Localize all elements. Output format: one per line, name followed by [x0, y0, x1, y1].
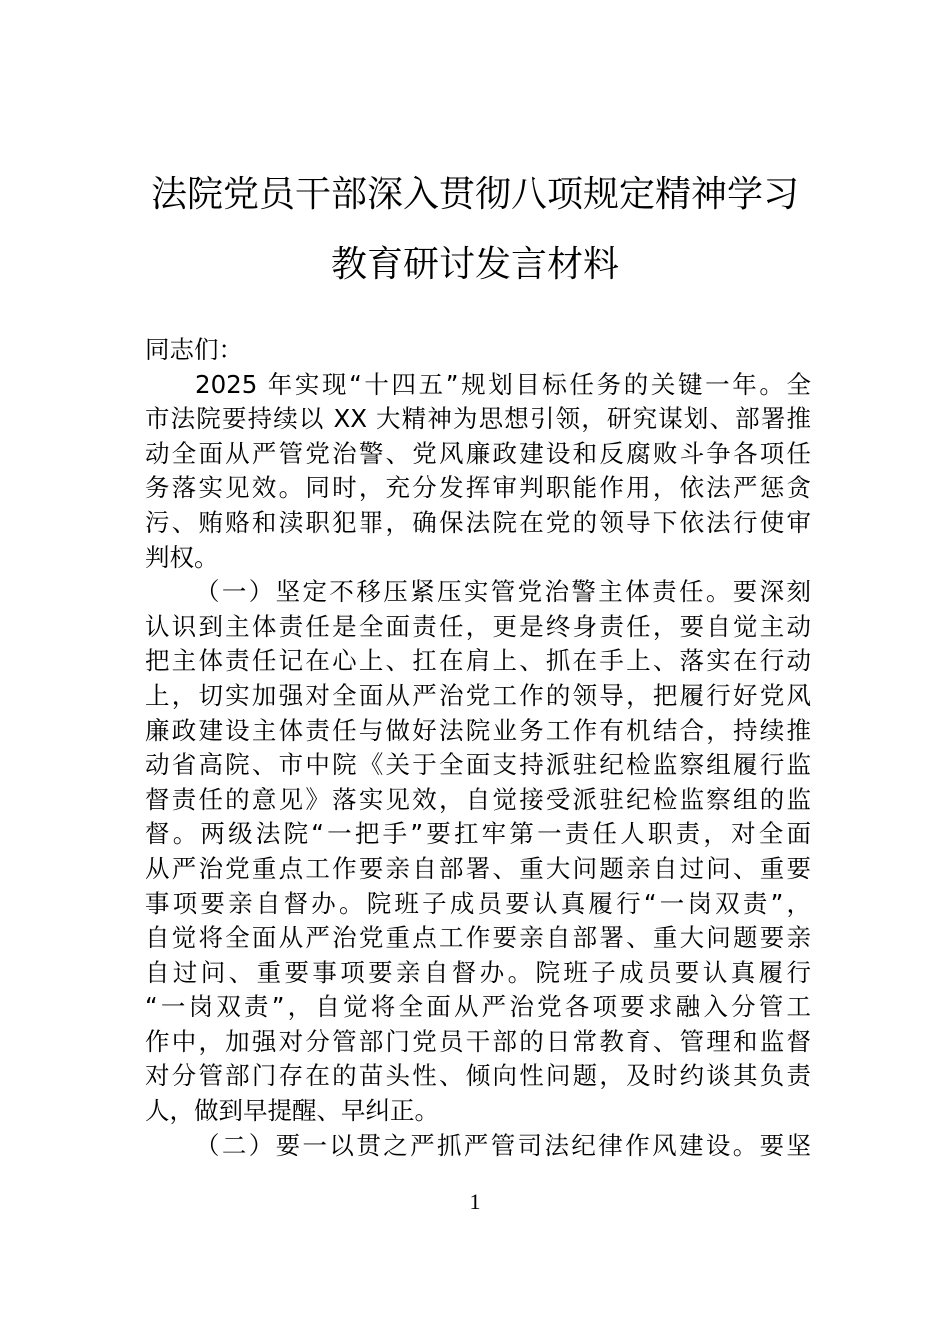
paragraph-line: 动全面从严管党治警、党风廉政建设和反腐败斗争各项任 — [145, 438, 811, 468]
paragraph-line: （二）要一以贯之严抓严管司法纪律作风建设。要坚 — [195, 1130, 811, 1160]
paragraph-line: 污、贿赂和渎职犯罪，确保法院在党的领导下依法行使审 — [145, 507, 811, 537]
document-title-line-1: 法院党员干部深入贯彻八项规定精神学习 — [150, 174, 799, 215]
paragraph-line: 2025 年实现“十四五”规划目标任务的关键一年。全 — [195, 369, 811, 399]
paragraph-line: 上，切实加强对全面从严治党工作的领导，把履行好党风 — [145, 680, 811, 710]
document-body — [145, 333, 811, 1163]
paragraph-line: 从严治党重点工作要亲自部署、重大问题亲自过问、重要 — [145, 853, 811, 883]
page-number: 1 — [469, 1189, 481, 1214]
paragraph-line: 督。两级法院“一把手”要扛牢第一责任人职责，对全面 — [145, 819, 811, 849]
paragraph-line: 自觉将全面从严治党重点工作要亲自部署、重大问题要亲 — [145, 923, 811, 953]
paragraph-line: 人，做到早提醒、早纠正。 — [145, 1096, 439, 1126]
paragraph-line: 动省高院、市中院《关于全面支持派驻纪检监察组履行监 — [145, 750, 811, 780]
paragraph-line: 把主体责任记在心上、扛在肩上、抓在手上、落实在行动 — [145, 646, 811, 676]
document-title-line-2: 教育研讨发言材料 — [330, 244, 619, 285]
salutation: 同志们： — [145, 335, 243, 364]
paragraph-line: 自过问、重要事项要亲自督办。院班子成员要认真履行 — [145, 957, 811, 987]
paragraph-line: （一）坚定不移压紧压实管党治警主体责任。要深刻 — [195, 577, 811, 607]
paragraph-line: 认识到主体责任是全面责任，更是终身责任，要自觉主动 — [145, 611, 811, 641]
paragraph-line: 市法院要持续以 XX 大精神为思想引领，研究谋划、部署推 — [145, 404, 811, 434]
paragraph-line: 判权。 — [145, 542, 219, 572]
paragraph-line: “一岗双责”，自觉将全面从严治党各项要求融入分管工 — [145, 992, 811, 1022]
paragraph-line: 督责任的意见》落实见效，自觉接受派驻纪检监察组的监 — [145, 784, 811, 814]
paragraph-line: 对分管部门存在的苗头性、倾向性问题，及时约谈其负责 — [145, 1061, 811, 1091]
paragraph-line: 廉政建设主体责任与做好法院业务工作有机结合，持续推 — [145, 715, 811, 745]
paragraph-line: 事项要亲自督办。院班子成员要认真履行“一岗双责”， — [145, 888, 811, 918]
paragraph-line: 作中，加强对分管部门党员干部的日常教育、管理和监督 — [145, 1026, 811, 1056]
paragraph-line: 务落实见效。同时，充分发挥审判职能作用，依法严惩贪 — [145, 473, 811, 503]
